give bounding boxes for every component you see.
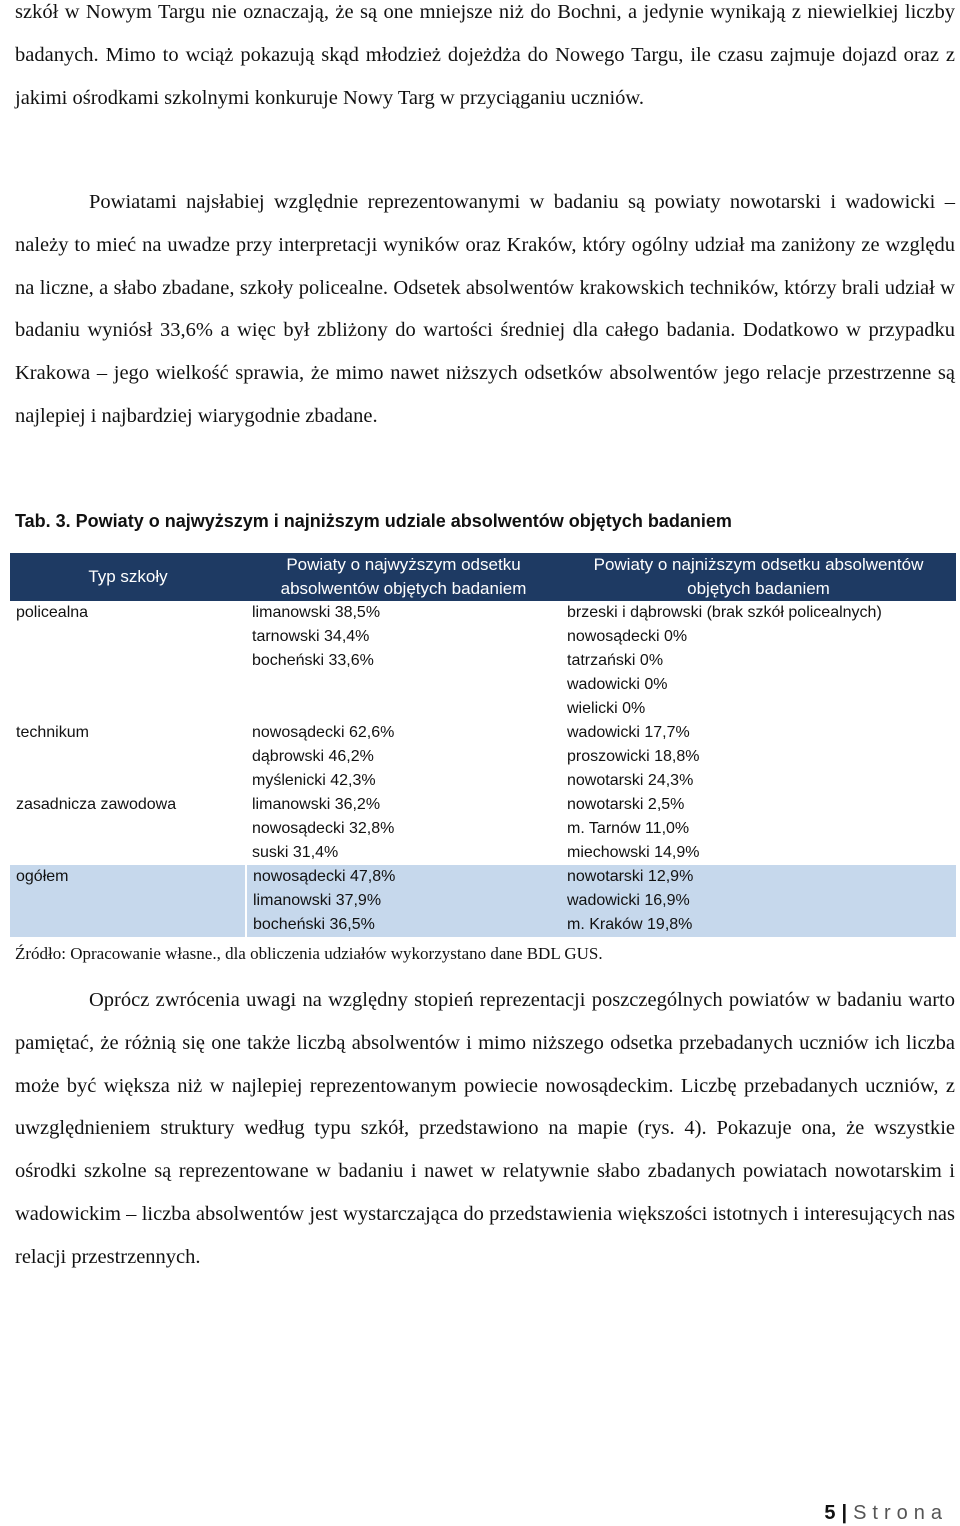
district-value: proszowicki 18,8% <box>567 748 700 765</box>
district-value: limanowski 38,5% <box>252 604 381 621</box>
district-value: bocheński 36,5% <box>253 916 375 933</box>
cell-lowest <box>561 865 956 937</box>
cell-highest <box>246 865 561 937</box>
district-value: myślenicki 42,3% <box>252 772 376 789</box>
table-row-policealna <box>10 601 956 721</box>
district-value: wadowicki 17,7% <box>567 724 690 741</box>
table-source-note: Źródło: Opracowanie własne., dla obliczenia udziałów wykorzystano dane BDL GUS. <box>15 944 603 963</box>
district-value: nowosądecki 62,6% <box>252 724 395 741</box>
district-value: wielicki 0% <box>567 700 646 717</box>
footer-page-word: Strona <box>853 1502 948 1524</box>
cell-highest <box>246 721 561 793</box>
table-row-zasadnicza <box>10 793 956 865</box>
footer-separator: | <box>841 1502 848 1524</box>
cell-school-type: ogółem <box>10 865 246 937</box>
district-value: limanowski 37,9% <box>253 892 382 909</box>
district-value: limanowski 36,2% <box>252 796 381 813</box>
cell-lowest <box>561 721 956 793</box>
district-value: bocheński 33,6% <box>252 652 374 669</box>
table-header-row <box>10 553 956 601</box>
district-value: nowosądecki 47,8% <box>253 868 396 885</box>
district-value: m. Kraków 19,8% <box>567 916 693 933</box>
district-value: nowosądecki 0% <box>567 628 688 645</box>
district-value: nowotarski 24,3% <box>567 772 694 789</box>
table-row-technikum <box>10 721 956 793</box>
paragraph-intro: szkół w Nowym Targu nie oznaczają, że są one mniejsze niż do Bochni, a jedynie wynikają z niewielkiej liczby badanych. Mimo to wciąż pokazują skąd młodzież dojeżdża do Nowego Targu, ile czasu zajmuje dojazd oraz z jakimi ośrodkami szkolnymi konkuruje Nowy Targ w przyciąganiu uczniów. <box>15 1 955 109</box>
cell-lowest <box>561 793 956 865</box>
district-value: tarnowski 34,4% <box>252 628 370 645</box>
paragraph-representation: Powiatami najsłabiej względnie reprezentowanymi w badaniu są powiaty nowotarski i wadowicki – należy to mieć na uwadze przy interpretacji wyników oraz Kraków, który ogólny udział ma zaniżony ze względu na liczne, a słabo zbadane, szkoły policealne. Odsetek absolwentów krakowskich techników, którzy brali udział w badaniu wyniósł 33,6% a więc był zbliżony do wartości średniej dla całego badania. Dodatkowo w przypadku Krakowa – jego wielkość sprawia, że mimo nawet niższych odsetków absolwentów jego relacje przestrzenne są najlepiej i najbardziej wiarygodnie zbadane. <box>15 191 955 427</box>
table-row-total <box>10 865 956 937</box>
districts-table <box>10 553 957 937</box>
cell-school-type: policealna <box>16 604 89 621</box>
header-lowest: Powiaty o najniższym odsetku absolwentów objętych badaniem <box>561 553 956 601</box>
page-footer <box>824 1500 948 1526</box>
district-value: tatrzański 0% <box>567 652 664 669</box>
header-school-type: Typ szkoły <box>10 553 246 601</box>
district-value: miechowski 14,9% <box>567 844 700 861</box>
table-caption: Tab. 3. Powiaty o najwyższym i najniższym udziale absolwentów objętych badaniem <box>15 511 732 531</box>
paragraph-map-reference: Oprócz zwrócenia uwagi na względny stopień reprezentacji poszczególnych powiatów w badaniu warto pamiętać, że różnią się one także liczbą absolwentów i mimo niższego odsetka przebadanych uczniów ich liczba może być większa niż w najlepiej reprezentowanym powiecie nowosądeckim. Liczbę przebadanych uczniów, z uwzględnieniem struktury według typu szkół, przedstawiono na mapie (rys. 4). Pokazuje ona, że wszystkie ośrodki szkolne są reprezentowane w badaniu i nawet w relatywnie słabo zbadanych powiatach nowotarskim i wadowickim – liczba absolwentów jest wystarczająca do przedstawienia większości istotnych i interesujących nas relacji przestrzennych. <box>15 989 955 1268</box>
district-value: suski 31,4% <box>252 844 339 861</box>
district-value: m. Tarnów 11,0% <box>567 820 690 837</box>
header-highest: Powiaty o najwyższym odsetku absolwentów objętych badaniem <box>246 553 561 601</box>
district-value: wadowicki 0% <box>567 676 668 693</box>
district-value: nowotarski 12,9% <box>567 868 694 885</box>
cell-lowest <box>561 601 956 721</box>
cell-highest <box>246 793 561 865</box>
district-value: nowosądecki 32,8% <box>252 820 395 837</box>
cell-school-type: technikum <box>16 724 89 741</box>
district-value: wadowicki 16,9% <box>567 892 690 909</box>
page-number: 5 <box>824 1502 836 1524</box>
district-value: nowotarski 2,5% <box>567 796 685 813</box>
district-value: brzeski i dąbrowski (brak szkół policealnych) <box>567 604 882 621</box>
district-value: dąbrowski 46,2% <box>252 748 374 765</box>
cell-school-type: zasadnicza zawodowa <box>16 796 177 813</box>
cell-highest <box>246 601 561 721</box>
